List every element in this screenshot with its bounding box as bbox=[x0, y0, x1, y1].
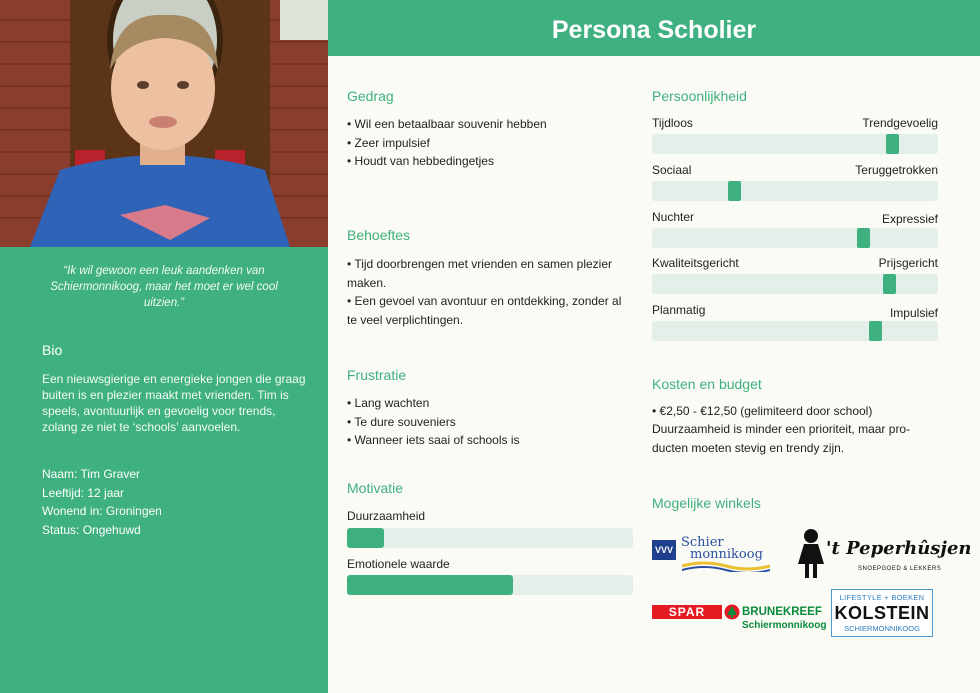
motivatie-title: Motivatie bbox=[347, 480, 404, 496]
kolstein-top: LIFESTYLE + BOEKEN bbox=[839, 593, 925, 602]
persona-quote: “Ik wil gewoon een leuk aandenken van Schiermonnikoog, maar het moet er wel cool uitzien.” bbox=[50, 265, 278, 309]
scale-right-label: Trendgevoelig bbox=[862, 116, 938, 130]
motivatie-track-emotionele-waarde bbox=[347, 575, 633, 595]
persoonlijkheid-title: Persoonlijkheid bbox=[652, 88, 747, 104]
fact-residence: Wonend in: Groningen bbox=[42, 504, 162, 518]
kolstein-logo bbox=[831, 589, 933, 637]
scale-marker bbox=[728, 181, 741, 201]
vvv-line2: monnikoog bbox=[690, 547, 763, 562]
bio-title: Bio bbox=[42, 342, 63, 358]
fact-status: Status: Ongehuwd bbox=[42, 522, 141, 537]
scale-marker bbox=[857, 228, 870, 248]
scale-right-label: Teruggetrokken bbox=[855, 163, 938, 177]
behoeftes-title: Behoeftes bbox=[347, 227, 411, 243]
scale-left-label: Nuchter bbox=[652, 210, 695, 224]
persona-photo-illustration bbox=[0, 0, 328, 247]
spar-place: Schiermonnikoog bbox=[742, 620, 827, 631]
scale-marker bbox=[869, 321, 882, 341]
fact-name: Naam: Tim Graver bbox=[42, 467, 141, 481]
spar-brunekreef-logo bbox=[652, 603, 827, 633]
bio-text: Een nieuwsgierige en energieke jongen die graag buiten is en plezier maakt met vrienden. Tim is speels, avontuurlijk en gevoelig voor trends, zolang ze niet te ‘schools’ aanvoelen. bbox=[42, 372, 306, 434]
vvv-wave-icon bbox=[682, 560, 770, 572]
list-item: • Zeer impulsief bbox=[347, 135, 430, 150]
scale-track-tijdloos-trendgevoelig bbox=[652, 134, 938, 154]
persona-facts bbox=[42, 465, 162, 539]
scale-track-nuchter-expressief bbox=[652, 228, 938, 248]
motivatie-fill-emotionele-waarde bbox=[347, 575, 513, 595]
page-header bbox=[328, 0, 980, 56]
kolstein-name: KOLSTEIN bbox=[834, 603, 930, 623]
list-item: • Wil een betaalbaar souvenir hebben bbox=[347, 117, 547, 131]
kosten-note: Duurzaamheid is minder een prioriteit, maar pro-ducten moeten stevig en trendy zijn. bbox=[652, 422, 911, 455]
scale-marker bbox=[883, 274, 896, 294]
frustratie-title: Frustratie bbox=[347, 367, 407, 383]
spar-name: BRUNEKREEF bbox=[742, 606, 822, 618]
scale-track-planmatig-impulsief bbox=[652, 321, 938, 341]
list-item: • Een gevoel van avontuur en ontdekking, zonder al te veel verplichtingen. bbox=[347, 294, 622, 327]
scale-track-kwaliteitsgericht-prijsgericht bbox=[652, 274, 938, 294]
left-panel bbox=[0, 0, 328, 693]
vvv-line1: Schier bbox=[681, 535, 724, 550]
winkels-title: Mogelijke winkels bbox=[652, 495, 761, 511]
behoeftes-list bbox=[347, 255, 632, 329]
kolstein-place: SCHIERMONNIKOOG bbox=[844, 624, 920, 633]
fact-age: Leeftijd: 12 jaar bbox=[42, 485, 125, 500]
scale-left-label: Kwaliteitsgericht bbox=[652, 256, 739, 270]
persona-photo bbox=[0, 0, 328, 247]
spar-tree-icon bbox=[724, 604, 740, 620]
motivatie-label-duurzaamheid: Duurzaamheid bbox=[347, 509, 426, 523]
kosten-title: Kosten en budget bbox=[652, 376, 762, 392]
frustratie-list bbox=[347, 394, 627, 450]
peperhusjen-logo bbox=[796, 528, 972, 580]
scale-right-label: Impulsief bbox=[889, 306, 938, 320]
scale-marker bbox=[886, 134, 899, 154]
scale-right-label: Prijsgericht bbox=[878, 256, 938, 270]
scale-left-label: Planmatig bbox=[652, 303, 706, 317]
list-item: • Tijd doorbrengen met vrienden en samen plezier maken. bbox=[347, 257, 613, 290]
motivatie-track-duurzaamheid bbox=[347, 528, 633, 548]
spar-brand: SPAR bbox=[652, 605, 722, 619]
scale-track-sociaal-teruggetrokken bbox=[652, 181, 938, 201]
kosten-price: • €2,50 - €12,50 (gelimiteerd door school) bbox=[652, 404, 873, 418]
gedrag-list bbox=[347, 115, 627, 171]
page-title: Persona Scholier bbox=[551, 16, 757, 44]
scale-left-label: Tijdloos bbox=[652, 116, 693, 130]
scale-left-label: Sociaal bbox=[652, 163, 692, 177]
gedrag-title: Gedrag bbox=[347, 88, 394, 104]
peperhusjen-tagline: SNOEPGOED & LEKKERS bbox=[858, 566, 942, 572]
list-item: • Wanneer iets saai of schools is bbox=[347, 433, 520, 447]
list-item: • Te dure souveniers bbox=[347, 414, 456, 429]
girl-silhouette-icon bbox=[796, 528, 826, 580]
peperhusjen-name: 't Peperhûsjen bbox=[826, 538, 972, 559]
list-item: • Lang wachten bbox=[347, 396, 430, 410]
motivatie-fill-duurzaamheid bbox=[347, 528, 384, 548]
scale-right-label: Expressief bbox=[881, 212, 938, 226]
vvv-schiermonnikoog-logo bbox=[652, 536, 770, 572]
motivatie-label-emotionele-waarde: Emotionele waarde bbox=[347, 557, 450, 571]
list-item: • Houdt van hebbedingetjes bbox=[347, 154, 494, 168]
vvv-mark: VVV bbox=[652, 540, 676, 560]
